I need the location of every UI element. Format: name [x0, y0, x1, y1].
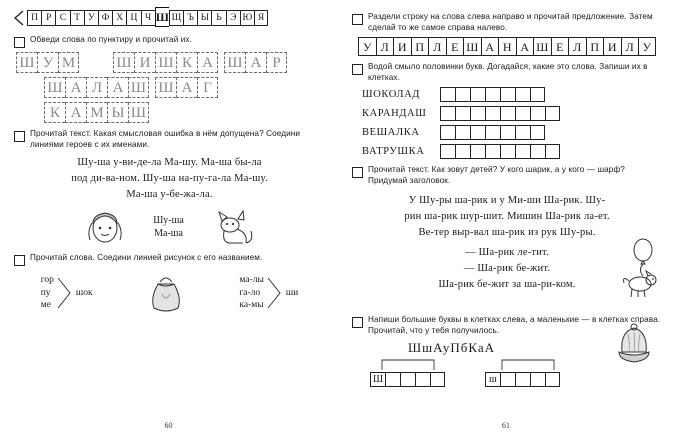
answer-cell[interactable] — [470, 125, 485, 140]
uppercase-cell-filled[interactable]: Ш — [370, 372, 385, 387]
answer-cell[interactable] — [455, 144, 470, 159]
answer-cell[interactable] — [470, 87, 485, 102]
bag-icon[interactable] — [146, 272, 186, 314]
story-line: Ма-ша у-бе-жа-ла. — [126, 189, 213, 200]
trace-letter: Ш — [155, 77, 176, 98]
strip-letter: У — [638, 37, 656, 56]
story-line: под ди-ва-ном. Шу-ша на-пу-га-ла Ма-шу. — [71, 173, 268, 184]
answer-cell[interactable] — [515, 106, 530, 121]
trace-words-grid — [16, 52, 325, 123]
uppercase-cell[interactable] — [430, 372, 445, 387]
trace-letter: М — [86, 102, 107, 123]
task-instruction: Прочитай текст. Как зовут детей? У кого шарик, а у кого — шарф? Придумай заголовок. — [368, 165, 625, 185]
task-instruction: Раздели строку на слова слева направо и прочитай предложение. Затем сделай то же самое справа налево. — [368, 12, 653, 32]
trace-letter: Ш — [128, 77, 149, 98]
story-line: Шу-ша у-ви-де-ла Ма-шу. Ма-ша бы-ла — [77, 157, 262, 168]
syllable: гор — [40, 275, 54, 286]
task-instruction: Водой смыло половинки букв. Догадайся, какие это слова. Запиши их в клетках. — [368, 62, 648, 82]
syllable: га-ло — [239, 287, 261, 298]
trace-letter: И — [134, 52, 155, 73]
alphabet-cell: Ч — [141, 10, 155, 26]
answer-cell[interactable] — [485, 144, 500, 159]
answer-cell[interactable] — [545, 106, 560, 121]
strip-letter: Ш — [533, 37, 551, 56]
story-text — [18, 155, 321, 203]
word-match-exercise — [14, 272, 325, 314]
answer-cell[interactable] — [440, 106, 455, 121]
cat-icon[interactable] — [210, 207, 256, 247]
alphabet-cell: Х — [112, 10, 126, 26]
uppercase-cell[interactable] — [415, 372, 430, 387]
trace-letter: Ш — [16, 52, 37, 73]
task-1 — [14, 35, 325, 48]
strip-letter: А — [516, 37, 534, 56]
answer-cell[interactable] — [455, 106, 470, 121]
lowercase-cell[interactable] — [515, 372, 530, 387]
answer-cell[interactable] — [545, 144, 560, 159]
letter-strip-sentence[interactable] — [358, 37, 662, 56]
half-letters-exercise — [352, 87, 662, 159]
alphabet-cell: Ю — [240, 10, 254, 26]
half-word: КАРАНДАШ — [362, 108, 427, 119]
left-syllables — [41, 274, 54, 312]
answer-cell[interactable] — [455, 125, 470, 140]
strip-letter: Л — [568, 37, 586, 56]
alphabet-cell: Ы — [197, 10, 211, 26]
answer-cells[interactable] — [440, 87, 545, 102]
answer-cell[interactable] — [530, 87, 545, 102]
strip-letter: Н — [498, 37, 516, 56]
mixed-letters-line: ШшАуПбКаА — [408, 340, 496, 355]
alphabet-cell-highlighted: Ш — [155, 7, 169, 27]
task-checkbox[interactable] — [352, 317, 363, 328]
strip-letter: Л — [621, 37, 639, 56]
answer-cell[interactable] — [485, 87, 500, 102]
strip-letter: П — [411, 37, 429, 56]
trace-letter: А — [197, 52, 218, 73]
task-3 — [14, 253, 325, 266]
task-instruction: Обведи слова по пунктиру и прочитай их. — [30, 35, 193, 44]
half-word: ВЕШАЛКА — [362, 127, 420, 138]
alphabet-cell: Щ — [169, 10, 183, 26]
syllable: ме — [40, 300, 51, 311]
trace-letter: К — [176, 52, 197, 73]
strip-letter: И — [393, 37, 411, 56]
answer-cell[interactable] — [485, 125, 500, 140]
trace-letter: Р — [266, 52, 287, 73]
trace-word[interactable] — [16, 52, 79, 73]
trace-letter: Л — [86, 77, 107, 98]
answer-cell[interactable] — [530, 125, 545, 140]
bracket-icon — [267, 276, 283, 310]
task-checkbox[interactable] — [352, 167, 363, 178]
half-word: ШОКОЛАД — [362, 89, 421, 100]
answer-cell[interactable] — [470, 106, 485, 121]
uppercase-cell[interactable] — [400, 372, 415, 387]
answer-cells[interactable] — [440, 106, 560, 121]
task-checkbox[interactable] — [352, 64, 363, 75]
left-word-group — [41, 274, 93, 312]
word-row — [362, 144, 662, 159]
ending-label: ши — [285, 287, 299, 298]
answer-cells[interactable] — [440, 125, 545, 140]
dialogue-line: — Ша-рик бе-жит. — [463, 263, 551, 274]
right-syllables — [239, 274, 263, 312]
task-instruction: Прочитай текст. Какая смысловая ошибка в нём допущена? Соедини линиями героев с их именами. — [30, 129, 301, 149]
task-checkbox[interactable] — [352, 14, 363, 25]
task-instruction: Напиши большие буквы в клетках слева, а маленькие — в клетках справа. Прочитай, что у тебя получилось. — [368, 315, 661, 335]
right-page — [337, 0, 674, 436]
uppercase-cells[interactable] — [370, 372, 445, 387]
answer-cell[interactable] — [485, 106, 500, 121]
bracket-icon — [57, 276, 73, 310]
answer-cell[interactable] — [515, 87, 530, 102]
story-line: Ве-тер выр-вал ша-рик из рук Шу-ры. — [418, 227, 596, 238]
trace-letter: У — [37, 52, 58, 73]
match-pictures-row — [14, 207, 325, 247]
strip-letter: Л — [428, 37, 446, 56]
task-checkbox[interactable] — [14, 131, 25, 142]
trace-letter: Ш — [155, 52, 176, 73]
strip-letter: Л — [376, 37, 394, 56]
alphabet-cell: Я — [254, 10, 268, 26]
strip-letter: Е — [551, 37, 569, 56]
answer-cell[interactable] — [470, 144, 485, 159]
girl-face-icon[interactable] — [83, 207, 127, 247]
trace-letter: Ш — [44, 77, 65, 98]
right-word-group — [239, 274, 298, 312]
ending-label: шок — [75, 287, 93, 298]
alphabet-cell: П — [27, 10, 41, 26]
alphabet-cell: Ъ — [183, 10, 197, 26]
dialogue-text — [356, 245, 658, 293]
trace-letter: А — [65, 77, 86, 98]
trace-letter: М — [58, 52, 79, 73]
trace-word[interactable] — [113, 52, 218, 73]
lowercase-cells[interactable] — [485, 372, 560, 387]
story-text — [356, 193, 658, 241]
syllable: ка-мы — [239, 300, 264, 311]
alphabet-cell: У — [84, 10, 98, 26]
alphabet-cell: С — [55, 10, 69, 26]
lowercase-cell[interactable] — [500, 372, 515, 387]
task-2 — [14, 129, 325, 150]
write-letters-row — [370, 372, 662, 387]
task-5 — [352, 62, 662, 83]
answer-cell[interactable] — [515, 144, 530, 159]
answer-cell[interactable] — [455, 87, 470, 102]
alphabet-cell: Ц — [126, 10, 140, 26]
task-checkbox[interactable] — [14, 37, 25, 48]
task-checkbox[interactable] — [14, 255, 25, 266]
dialogue-line: — Ша-рик ле-тит. — [465, 247, 549, 258]
story-line: рин ша-рик шур-шит. Мишин Ша-рик ла-ет. — [404, 211, 610, 222]
word-row — [362, 125, 662, 140]
strip-letter: А — [481, 37, 499, 56]
strip-letter: П — [586, 37, 604, 56]
lowercase-cell-filled[interactable]: ш — [485, 372, 500, 387]
trace-letter: Г — [197, 77, 218, 98]
task-6 — [352, 165, 662, 186]
trace-word[interactable] — [44, 77, 149, 98]
answer-cells[interactable] — [440, 144, 560, 159]
trace-letter: Ш — [113, 52, 134, 73]
dog-icon — [620, 269, 660, 299]
trace-letter: А — [245, 52, 266, 73]
lowercase-cell[interactable] — [530, 372, 545, 387]
alphabet-cell: Э — [226, 10, 240, 26]
answer-cell[interactable] — [500, 144, 515, 159]
syllable: пу — [40, 287, 51, 298]
lowercase-cell[interactable] — [545, 372, 560, 387]
name-label: Ма-ша — [154, 228, 183, 239]
alphabet-strip — [14, 8, 325, 28]
alphabet-cell: Ф — [98, 10, 112, 26]
answer-cell[interactable] — [500, 106, 515, 121]
name-labels — [153, 214, 184, 240]
word-row — [362, 106, 662, 121]
answer-cell[interactable] — [500, 125, 515, 140]
trace-letter: Ш — [128, 102, 149, 123]
story-line: У Шу-ры ша-рик и у Ми-ши Ша-рик. Шу- — [408, 195, 606, 206]
page-number: 60 — [164, 421, 173, 430]
word-row — [362, 87, 662, 102]
alphabet-cell: Ь — [211, 10, 225, 26]
trace-letter: А — [107, 77, 128, 98]
trace-word[interactable] — [44, 102, 149, 123]
answer-cell[interactable] — [530, 144, 545, 159]
strip-letter: У — [358, 37, 376, 56]
uppercase-cell[interactable] — [385, 372, 400, 387]
left-arrow-icon — [14, 10, 26, 26]
strip-letter: Е — [446, 37, 464, 56]
trace-word[interactable] — [155, 77, 218, 98]
trace-word[interactable] — [224, 52, 287, 73]
answer-cell[interactable] — [440, 87, 455, 102]
name-label: Шу-ша — [153, 215, 184, 226]
page-number: 61 — [502, 421, 510, 430]
alphabet-cell: Р — [41, 10, 55, 26]
hat-icon — [612, 322, 656, 368]
alphabet-cell: Т — [70, 10, 84, 26]
strip-letter: Ш — [463, 37, 481, 56]
trace-letter: Ш — [224, 52, 245, 73]
trace-letter: А — [65, 102, 86, 123]
trace-letter: А — [176, 77, 197, 98]
strip-letter: И — [603, 37, 621, 56]
answer-cell[interactable] — [515, 125, 530, 140]
half-word: ВАТРУШКА — [362, 146, 425, 157]
dialogue-line: Ша-рик бе-жит за ша-ри-ком. — [438, 279, 576, 290]
trace-letter: К — [44, 102, 65, 123]
task-4 — [352, 12, 662, 33]
trace-letter: Ы — [107, 102, 128, 123]
answer-cell[interactable] — [440, 125, 455, 140]
answer-cell[interactable] — [500, 87, 515, 102]
answer-cell[interactable] — [530, 106, 545, 121]
syllable: ма-лы — [239, 275, 264, 286]
task-instruction: Прочитай слова. Соедини линией рисунок с его названием. — [30, 253, 263, 262]
answer-cell[interactable] — [440, 144, 455, 159]
